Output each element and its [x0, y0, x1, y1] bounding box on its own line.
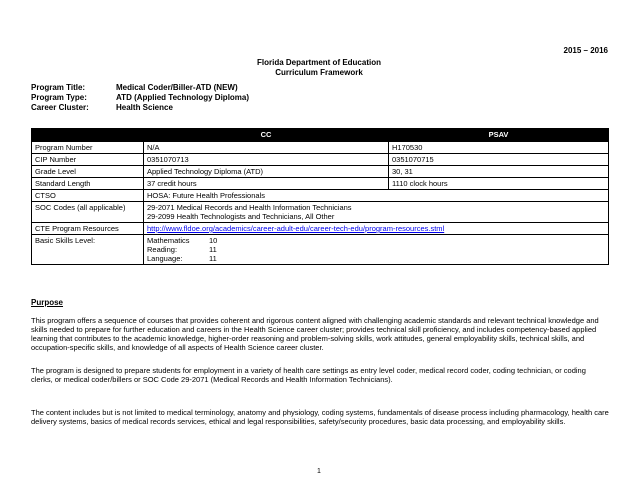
reading-value: 11 — [209, 245, 217, 254]
soc-codes-cell — [144, 202, 609, 223]
table-header-cc: CC — [144, 129, 389, 142]
cte-resources-link[interactable]: http://www.fldoe.org/academics/career-adult-edu/career-tech-edu/program-resources.stml — [147, 224, 445, 233]
psav-cell: 30, 31 — [389, 166, 609, 178]
purpose-paragraph-1: This program offers a sequence of courses that provides coherent and rigorous content aligned with challenging academic standards and relevant technical knowledge and skills needed to prepare for further education and careers in the Health Science career cluster; provides technical skill proficiency, and includes competency-based applied learning that contributes to the academic knowledge, higher-order reasoning and problem-solving skills, work attitudes, general employability skills, technical skills, and occupation-specific skills, and knowledge of all aspects of Health Science career cluster. — [31, 316, 599, 352]
career-cluster-row — [31, 103, 249, 113]
purpose-heading: Purpose — [31, 298, 64, 307]
document-header — [0, 58, 638, 78]
program-title-row — [31, 83, 249, 93]
cc-cell: Applied Technology Diploma (ATD) — [144, 166, 389, 178]
cc-cell: N/A — [144, 142, 389, 154]
table-row — [32, 166, 609, 178]
table-header-psav: PSAV — [389, 129, 609, 142]
row-label: CTSO — [32, 190, 144, 202]
row-label: CTE Program Resources — [32, 223, 144, 235]
soc-code-line: 29-2071 Medical Records and Health Information Technicians — [147, 203, 352, 212]
page-number: 1 — [317, 468, 321, 475]
row-label: Standard Length — [32, 178, 144, 190]
language-value: 11 — [209, 254, 217, 263]
cc-cell: 37 credit hours — [144, 178, 389, 190]
program-type-label: Program Type: — [31, 93, 87, 102]
cte-resources-cell — [144, 223, 609, 235]
program-info-table — [31, 128, 609, 265]
table-row — [32, 142, 609, 154]
career-cluster-label: Career Cluster: — [31, 103, 89, 112]
ctso-value: HOSA: Future Health Professionals — [144, 190, 609, 202]
purpose-paragraph-3: The content includes but is not limited to medical terminology, anatomy and physiology, coding systems, fundamentals of disease process including pharmacology, health care delivery systems, basics of medical records services, ethical and legal responsibilities, safety/security procedures, basic data processing, and employability skills. — [31, 408, 609, 426]
table-row — [32, 154, 609, 166]
row-label: Grade Level — [32, 166, 144, 178]
table-row — [32, 202, 609, 223]
row-label: CIP Number — [32, 154, 144, 166]
program-title-value: Medical Coder/Biller-ATD (NEW) — [116, 83, 238, 92]
program-meta — [31, 83, 249, 113]
department-name: Florida Department of Education — [256, 58, 381, 67]
table-header-blank — [32, 129, 144, 142]
purpose-paragraph-2: The program is designed to prepare students for employment in a variety of health care settings as entry level coder, medical record coder, coding technician, or coding clerks, or medical coder/billers or SOC Code 29-2071 (Medical Records and Health Information Technicians). — [31, 366, 586, 384]
psav-cell: 1110 clock hours — [389, 178, 609, 190]
school-year: 2015 – 2016 — [563, 46, 608, 55]
language-label: Language: — [147, 254, 183, 263]
reading-label: Reading: — [147, 245, 178, 254]
table-row — [32, 235, 609, 265]
math-value: 10 — [209, 236, 218, 245]
cc-cell: 0351070713 — [144, 154, 389, 166]
table-row — [32, 178, 609, 190]
career-cluster-value: Health Science — [116, 103, 173, 112]
psav-cell: H170530 — [389, 142, 609, 154]
table-row — [32, 223, 609, 235]
basic-skills-grid — [147, 236, 605, 263]
math-label: Mathematics — [147, 236, 190, 245]
psav-cell: 0351070715 — [389, 154, 609, 166]
table-header-row — [32, 129, 609, 142]
row-label: Program Number — [32, 142, 144, 154]
row-label: Basic Skills Level: — [32, 235, 144, 265]
program-type-row — [31, 93, 249, 103]
row-label: SOC Codes (all applicable) — [32, 202, 144, 223]
soc-code-line: 29-2099 Health Technologists and Technicians, All Other — [147, 212, 335, 221]
basic-skills-cell — [144, 235, 609, 265]
program-type-value: ATD (Applied Technology Diploma) — [116, 93, 250, 102]
program-title-label: Program Title: — [31, 83, 86, 92]
framework-title: Curriculum Framework — [275, 68, 363, 77]
table-row — [32, 190, 609, 202]
